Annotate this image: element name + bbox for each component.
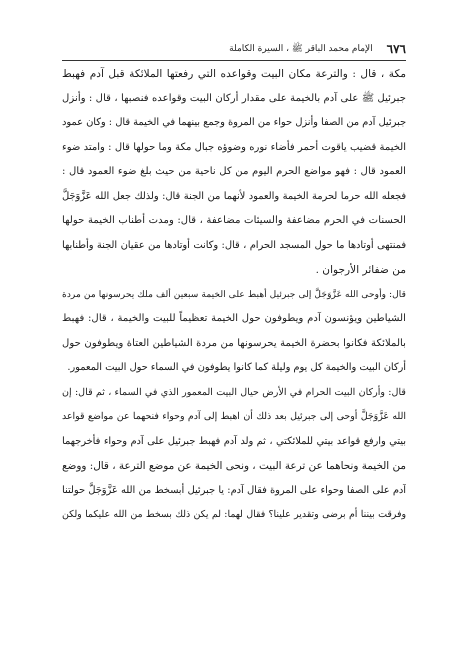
text-line: الخيمة قضيب ياقوت أحمر فأضاء نوره وضوؤه جبال مكة وما حولها قال : وامتد ضوء (62, 141, 406, 153)
text-line: آدم على الصفا وحواء على المروة فقال آدم: يا جبرئيل أبسخط من الله عَزَّوَجَلَّ حولتنا (62, 484, 406, 496)
paragraph (62, 381, 406, 528)
text-line: قال: وأوحى الله عَزَّوَجَلَّ إلى جبرئيل أهبط على الخيمة سبعين ألف ملك يحرسونها من مردة (62, 288, 406, 300)
page-header (62, 40, 406, 58)
page-number: ٦٧٦ (386, 42, 406, 56)
text-line: الله عَزَّوَجَلَّ أوحى إلى جبرئيل بعد ذلك أن اهبط إلى آدم وحواء فنحهما عن مواضع قواعد (62, 411, 406, 422)
text-line: وفرقت بيننا أم برضى وتقدير علينا؟ فقال لهما: لم يكن ذلك بسخط من الله عليكما ولكن (62, 509, 406, 520)
paragraph (62, 62, 406, 283)
text-line: بالملائكة فكانوا بحضرة الخيمة يحرسونها من مردة الشياطين العتاة ويطوفون حول (62, 337, 406, 349)
text-line: جبرئيل آدم من الصفا وأنزل حواء من المروة وجمع بينهما في الخيمة قال : وكان عمود (62, 117, 406, 128)
text-line: أركان البيت والخيمة كل يوم وليلة كما كانوا يطوفون في السماء حول البيت المعمور. (67, 362, 406, 373)
header-rule (62, 60, 406, 61)
text-line: الحسنات في الحرم مضاعفة والسيئات مضاعفة ، قال: ومدت أطناب الخيمة حولها (62, 215, 406, 226)
paragraph (62, 283, 406, 381)
text-line: فجعله الله حرما لحرمة الخيمة والعمود لأنهما من الجنة قال: ولذلك جعل الله عَزَّوَجَلَّ (62, 190, 406, 202)
text-line: مكة ، قال : والترعة مكان البيت وقواعده التي رفعتها الملائكة قبل آدم فهبط (62, 68, 406, 80)
text-line: جبرئيل ﷺ على آدم بالخيمة على مقدار أركان البيت وقواعده فنصبها ، قال : وأنزل (62, 92, 406, 104)
running-title: الإمام محمد الباقر ﷺ ، السيرة الكاملة (229, 44, 373, 54)
text-line: من الخيمة ونحاهما عن ترعة البيت ، ونحى الخيمة عن موضع الترعة ، قال: ووضع (62, 460, 406, 472)
text-line: بيتي وارفع قواعد بيتي للملائكتي ، ثم ولد آدم فهبط جبرئيل على آدم وحواء فأخرجهما (62, 435, 406, 447)
text-line: الشياطين ويؤنسون آدم ويطوفون حول الخيمة تعظيماً للبيت والخيمة ، قال: فهبط (62, 313, 406, 324)
text-line: من ضفائر الأرجوان . (315, 264, 406, 276)
text-line: العمود قال : فهو مواضع الحرم اليوم من كل ناحية من حيث بلغ ضوء العمود قال : (62, 166, 406, 177)
text-line: فمنتهى أوتادها ما حول المسجد الحرام ، قال: وكانت أوتادها من عقيان الجنة وأطنابها (62, 239, 406, 251)
body-text (62, 62, 406, 528)
text-line: قال: وأركان البيت الحرام في الأرض حيال البيت المعمور الذي في السماء ، ثم قال: إن (62, 386, 406, 398)
